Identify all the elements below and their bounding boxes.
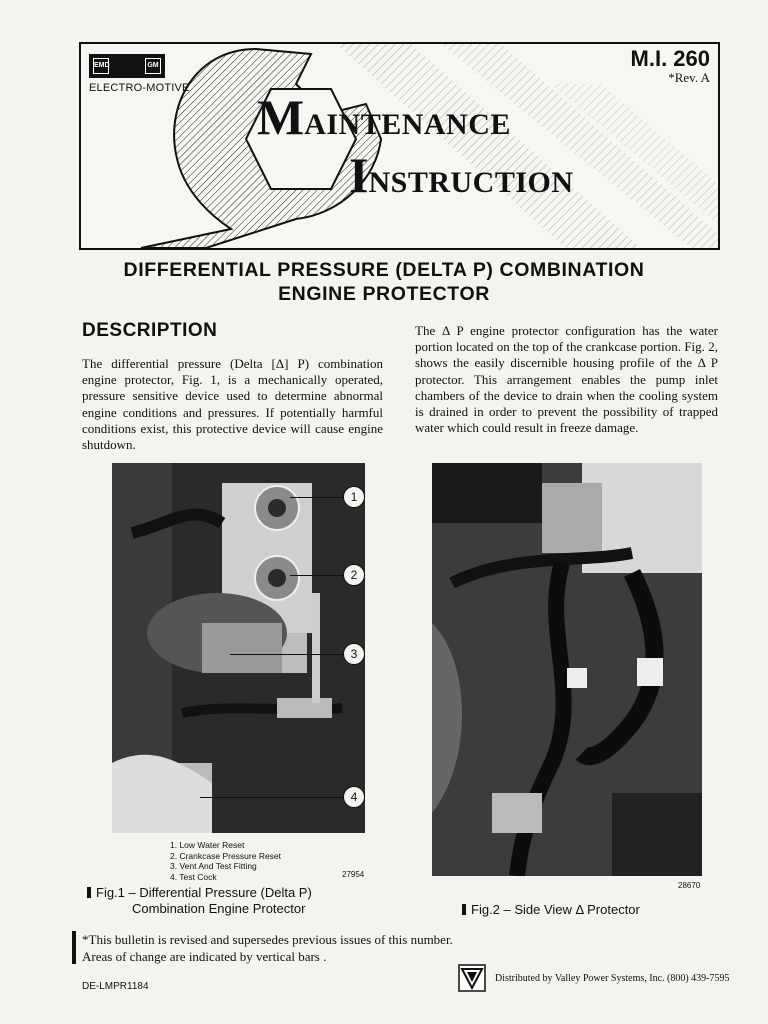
paragraph-left: The differential pressure (Delta [Δ] P) combination engine protector, Fig. 1, is a mechanically operated, pressure sensitive device used to determine abnormal engine conditions and pressures. If potentially harmful conditions exist, this protective device will cause engine shutdown. <box>82 356 383 453</box>
paragraph-right: The Δ P engine protector configuration has the water portion located on the top of the crankcase portion. Fig. 2, shows the easily discernible housing profile of the Δ P protector. This arrangement enables the pump inlet chambers of the device to drain when the cooling system is drained in order to prevent the possibility of trapped water which could result in freeze damage. <box>415 323 718 436</box>
figure1-caption <box>87 885 312 917</box>
legend-item: 1. Low Water Reset <box>170 840 245 850</box>
mi-number: M.I. 260 <box>630 46 710 71</box>
figure2-photo-number: 28670 <box>678 881 701 890</box>
revision-change-bar <box>72 931 76 964</box>
figure2-caption <box>462 902 640 918</box>
callout-1: 1 <box>343 486 365 508</box>
title-line-2: ENGINE PROTECTOR <box>278 283 490 305</box>
figure2-photo <box>432 463 702 876</box>
emd-logo: EMD <box>89 54 113 78</box>
figure1-photo-number: 27954 <box>342 870 365 879</box>
revision-label: *Rev. A <box>668 70 710 85</box>
caption-text: Fig.2 – Side View Δ Protector <box>471 902 640 917</box>
callout-4: 4 <box>343 786 365 808</box>
callout-2: 2 <box>343 564 365 586</box>
legend-item: 3. Vent And Test Fitting <box>170 861 257 871</box>
title-maintenance: MAINTENANCE <box>257 89 511 145</box>
callout-leader-2 <box>290 575 344 576</box>
callout-3: 3 <box>343 643 365 665</box>
change-bar <box>462 904 466 915</box>
change-bar <box>87 887 91 898</box>
section-heading: DESCRIPTION <box>82 320 218 341</box>
title-instruction: INSTRUCTION <box>349 147 574 203</box>
revision-note <box>82 931 453 965</box>
document-code: DE-LMPR1184 <box>82 981 149 992</box>
maintenance-instruction-header <box>79 42 720 250</box>
caption-line-1: Fig.1 – Differential Pressure (Delta P) <box>96 885 312 900</box>
document-title <box>60 258 708 306</box>
note-line-2: Areas of change are indicated by vertical bars . <box>82 949 327 964</box>
title-line-1: DIFFERENTIAL PRESSURE (DELTA P) COMBINATION <box>123 259 645 281</box>
legend-item: 2. Crankcase Pressure Reset <box>170 850 282 861</box>
callout-leader-4 <box>200 797 344 798</box>
gm-logo: GM <box>141 54 165 78</box>
valley-power-logo <box>458 964 486 992</box>
legend-item: 4. Test Cock <box>170 871 217 882</box>
note-line-1: *This bulletin is revised and supersedes previous issues of this number. <box>82 932 453 947</box>
brand-name: ELECTRO-MOTIVE <box>89 82 190 94</box>
callout-leader-1 <box>290 497 344 498</box>
figure1-photo <box>112 463 365 833</box>
logo-divider <box>113 54 141 78</box>
callout-leader-3 <box>230 654 344 655</box>
distributor-line: Distributed by Valley Power Systems, Inc. (800) 439-7595 <box>495 973 730 984</box>
figure1-legend <box>170 840 281 882</box>
caption-line-2: Combination Engine Protector <box>132 901 306 916</box>
